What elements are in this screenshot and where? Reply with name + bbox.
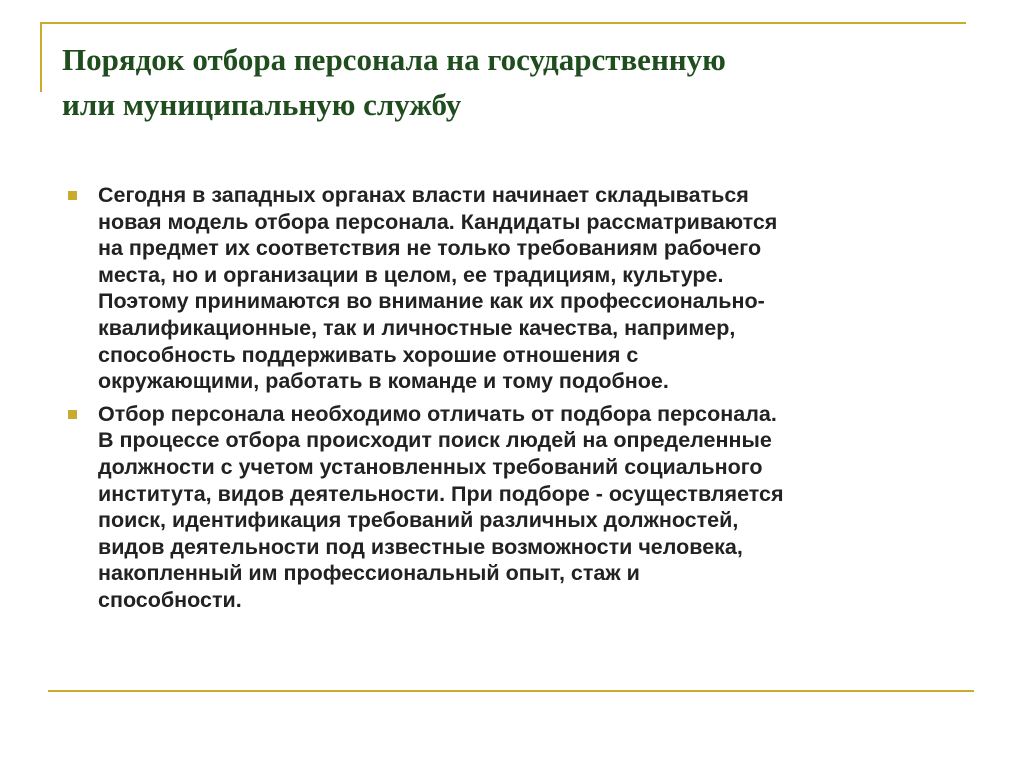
bullet-item	[68, 401, 968, 614]
left-rule	[40, 22, 42, 92]
slide-title	[62, 37, 962, 127]
bullet-line: видов деятельности под известные возможности человека,	[98, 534, 743, 559]
bullet-item	[68, 182, 968, 395]
bullet-text	[98, 401, 968, 614]
bullet-line: места, но и организации в целом, ее традициям, культуре.	[98, 262, 724, 287]
bullet-line: способности.	[98, 587, 242, 612]
square-bullet-icon	[68, 410, 77, 419]
bullet-line: поиск, идентификация требований различных должностей,	[98, 508, 739, 533]
bullet-line: Сегодня в западных органах власти начинает складываться	[98, 183, 749, 207]
bullet-line: должности с учетом установленных требований социального	[98, 454, 763, 479]
bullet-line: на предмет их соответствия не только требованиям рабочего	[98, 236, 762, 261]
bullet-text	[98, 182, 968, 395]
bullet-line: накопленный им профессиональный опыт, стаж и	[98, 561, 640, 586]
top-rule	[40, 22, 966, 24]
bullet-line: окружающими, работать в команде и тому подобное.	[98, 369, 669, 394]
slide-title-line: или муниципальную службу	[62, 87, 462, 122]
bullet-line: способность поддерживать хорошие отношения с	[98, 342, 639, 367]
bullet-line: института, видов деятельности. При подборе - осуществляется	[98, 481, 784, 506]
slide-title-line: Порядок отбора персонала на государственную	[62, 42, 726, 77]
square-bullet-icon	[68, 191, 77, 200]
bullet-line: новая модель отбора персонала. Кандидаты рассматриваются	[98, 209, 778, 234]
bullet-line: Поэтому принимаются во внимание как их профессионально-	[98, 289, 765, 314]
bottom-rule	[48, 690, 974, 692]
bullet-line: Отбор персонала необходимо отличать от подбора персонала.	[98, 401, 777, 426]
bullet-list	[68, 182, 968, 620]
bullet-line: квалификационные, так и личностные качества, например,	[98, 315, 736, 340]
bullet-line: В процессе отбора происходит поиск людей на определенные	[98, 428, 772, 453]
